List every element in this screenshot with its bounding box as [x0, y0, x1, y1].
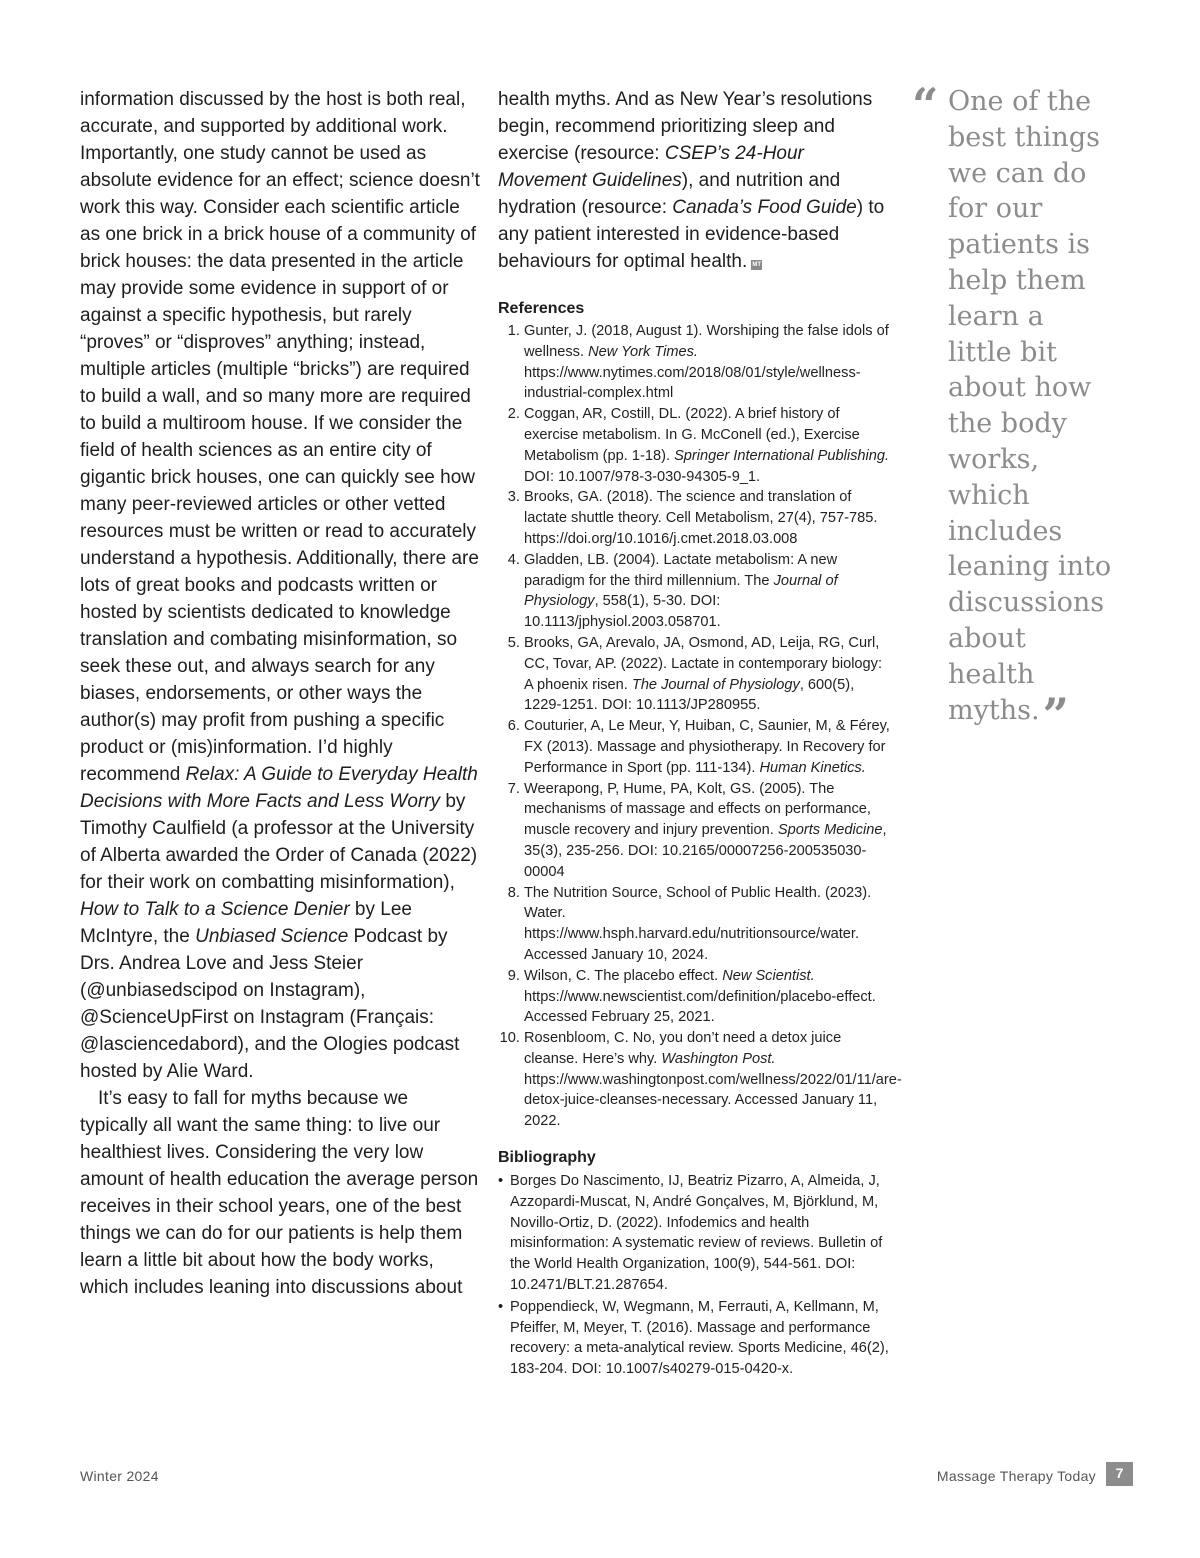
- references-heading: References: [498, 300, 585, 317]
- reference-item: 10. Rosenbloom, C. No, you don’t need a detox juice cleanse. Here’s why. Washington Post. https://www.washingtonpost.com/wellness/2022/01/11/are-detox-juice-cleanses-necessary. Accessed January 11, 2022.: [524, 1028, 890, 1132]
- pull-quote: [912, 78, 1112, 742]
- body-paragraph: It’s easy to fall for myths because we typically all want the same thing: to live our healthiest lives. Considering the very low amount of health education the average person receives in their school years, one of the best things we can do for our patients is help them learn a little bit about how the body works, which includes leaning into discussions about: [80, 1088, 479, 1298]
- podcast-title: Unbiased Science: [195, 926, 349, 947]
- bibliography-item: • Poppendieck, W, Wegmann, M, Ferrauti, A, Kellmann, M, Pfeiffer, M, Meyer, T. (2016). Massage and performance recovery: a meta-analytical review. Sports Medicine, 46(2), 183-204. DOI: 10.1007/s40279-015-0420-x.: [498, 1297, 890, 1380]
- resource-title: Canada’s Food Guide: [672, 197, 857, 218]
- close-quote-icon: ”: [1042, 687, 1070, 742]
- body-paragraph: health myths. And as New Year’s resolutions begin, recommend prioritizing sleep and exercise (resource: CSEP’s 24-Hour Movement Guidelines), and nutrition and hydration (resource: Canada’s Food Guide) to any patient interested in evidence-based behaviours for optimal health. MT: [498, 89, 885, 272]
- open-quote-icon: “: [912, 78, 939, 132]
- page-number: 7: [1106, 1462, 1133, 1486]
- reference-item: 2. Coggan, AR, Costill, DL. (2022). A brief history of exercise metabolism. In G. McConell (ed.), Exercise Metabolism (pp. 1-18). Springer International Publishing. DOI: 10.1007/978-3-030-94305-9_1.: [524, 404, 890, 487]
- book-title: Relax: A Guide to Everyday Health Decisions with More Facts and Less Worry: [80, 764, 478, 812]
- reference-item: 1. Gunter, J. (2018, August 1). Worshiping the false idols of wellness. New York Times. https://www.nytimes.com/2018/08/01/style/wellness-industrial-complex.html: [524, 321, 890, 404]
- bibliography-item: • Borges Do Nascimento, IJ, Beatriz Pizarro, A, Almeida, J, Azzopardi-Muscat, N, André Gonçalves, M, Björklund, M, Novillo-Ortiz, D. (2022). Infodemics and health misinformation: A systematic review of reviews. Bulletin of the World Health Organization, 100(9), 544-561. DOI: 10.2471/BLT.21.287654.: [498, 1171, 890, 1296]
- bibliography-heading: Bibliography: [498, 1149, 596, 1167]
- reference-item: 6. Couturier, A, Le Meur, Y, Huiban, C, Saunier, M, & Férey, FX (2013). Massage and physiotherapy. In Recovery for Performance in Sport (pp. 111-134). Human Kinetics.: [524, 716, 890, 778]
- reference-item: 8. The Nutrition Source, School of Public Health. (2023). Water. https://www.hsph.harvard.edu/nutritionsource/water. Accessed January 10, 2024.: [524, 883, 890, 966]
- reference-item: 3. Brooks, GA. (2018). The science and translation of lactate shuttle theory. Cell Metabolism, 27(4), 757-785. https://doi.org/10.1016/j.cmet.2018.03.008: [524, 487, 890, 549]
- publication-name: Massage Therapy Today: [936, 1468, 1096, 1484]
- end-mark-icon: MT: [752, 262, 762, 268]
- article-column-2: [498, 86, 902, 1381]
- reference-item: 9. Wilson, C. The placebo effect. New Scientist. https://www.newscientist.com/definition/placebo-effect. Accessed February 25, 2021.: [524, 966, 890, 1028]
- issue-label: Winter 2024: [80, 1468, 159, 1484]
- body-paragraph: information discussed by the host is both real, accurate, and supported by additional work. Importantly, one study cannot be used as absolute evidence for an effect; science doesn’t work this way. Consider each scientific article as one brick in a brick house of a community of brick houses: the data presented in the article may provide some evidence in support of or against a specific hypothesis, but rarely “proves” or “disproves” anything; instead, multiple articles (multiple “bricks”) are required to build a wall, and so many more are required to build a multiroom house. If we consider the field of health sciences as an entire city of gigantic brick houses, one can quickly see how many peer-reviewed articles or other vetted resources must be written or read to accurately understand a hypothesis. Additionally, there are lots of great books and podcasts written or hosted by scientists dedicated to knowledge translation and combating misinformation, so seek these out, and always search for any biases, endorsements, or other ways the author(s) may profit from pushing a specific product or (mis)information. I’d highly recommend Relax: A Guide to Everyday Health Decisions with More Facts and Less Worry by Timothy Caulfield (a professor at the University of Alberta awarded the Order of Canada (2022) for their work on combatting misinformation), How to Talk to a Science Denier by Lee McIntyre, the Unbiased Science Podcast by Drs. Andrea Love and Jess Steier (@unbiasedscipod on Instagram), @ScienceUpFirst on Instagram (Français: @lasciencedabord), and the Ologies podcast hosted by Alie Ward.: [80, 89, 480, 1082]
- reference-item: 7. Weerapong, P, Hume, PA, Kolt, GS. (2005). The mechanisms of massage and effects on performance, muscle recovery and injury prevention. Sports Medicine, 35(3), 235-256. DOI: 10.2165/00007256-200535030-00004: [524, 779, 890, 883]
- resource-title: CSEP’s 24-Hour Movement Guidelines: [498, 143, 804, 191]
- pull-quote-text: One of the best things we can do for our patients is help them learn a little bit about how the body works, which includes leaning into discussions about health myths.: [948, 86, 1112, 726]
- reference-item: 4. Gladden, LB. (2004). Lactate metabolism: A new paradigm for the third millennium. The Journal of Physiology, 558(1), 5-30. DOI: 10.1113/jphysiol.2003.058701.: [524, 550, 890, 633]
- article-column-1: [80, 86, 480, 1301]
- book-title: How to Talk to a Science Denier: [80, 899, 350, 920]
- references-list: [498, 321, 902, 1132]
- bibliography-list: [498, 1171, 890, 1380]
- reference-item: 5. Brooks, GA, Arevalo, JA, Osmond, AD, Leija, RG, Curl, CC, Tovar, AP. (2022). Lactate in contemporary biology: A phoenix risen. The Journal of Physiology, 600(5), 1229-1251. DOI: 10.1113/JP280955.: [524, 633, 890, 716]
